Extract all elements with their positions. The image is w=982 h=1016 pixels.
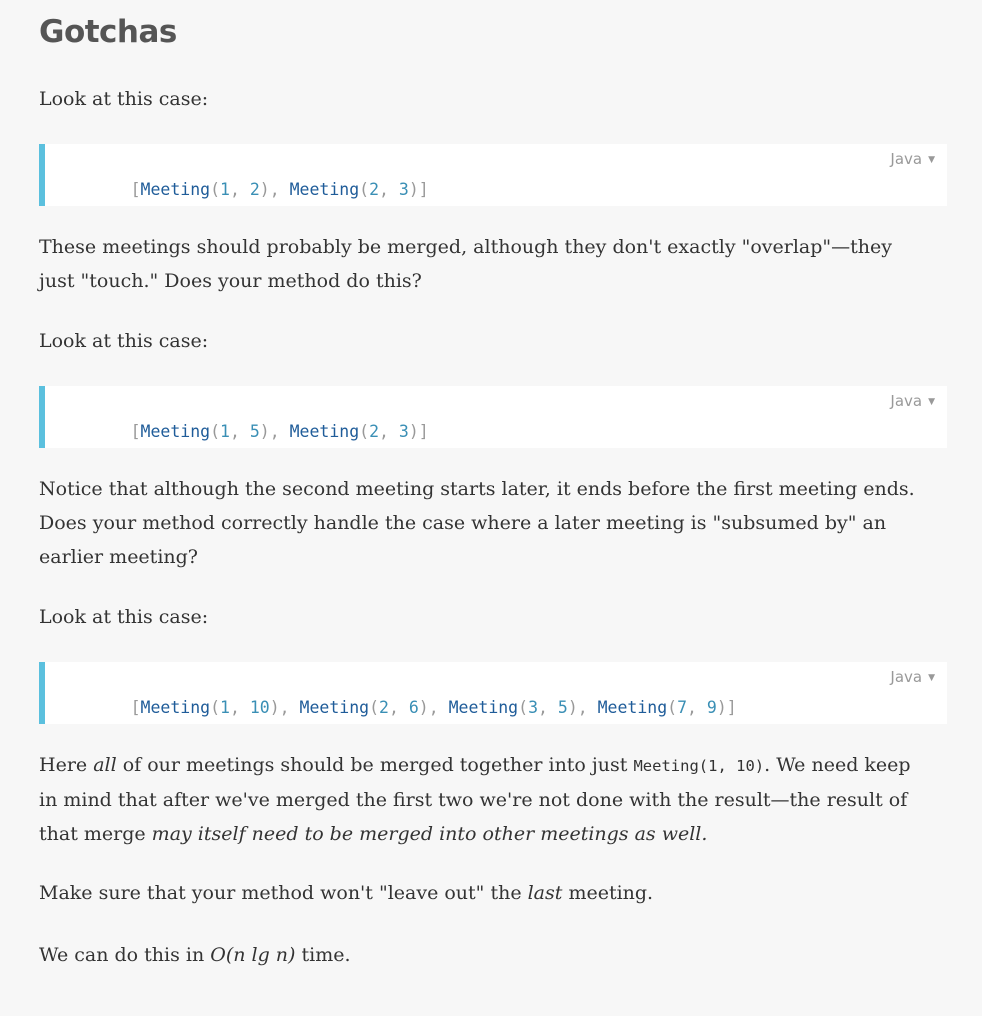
caret-down-icon: ▼ bbox=[928, 397, 935, 407]
paragraph-last-meeting: Make sure that your method won't "leave out" the last meeting. bbox=[39, 882, 654, 904]
section-heading: Gotchas bbox=[39, 14, 177, 50]
paragraph-merge-all: Here all of our meetings should be merged together into just Meeting(1, 10). We need keep in mind that after we've merged the first two we're not done with the result—the result of that merge may itself need to be merged into other meetings as well. bbox=[39, 754, 911, 845]
code-block-2 bbox=[39, 386, 947, 448]
paragraph-look-at-case-1: Look at this case: bbox=[39, 88, 209, 110]
language-select-3[interactable]: Java ▼ bbox=[890, 668, 935, 686]
language-select-1[interactable]: Java ▼ bbox=[890, 150, 935, 168]
caret-down-icon: ▼ bbox=[928, 673, 935, 683]
code-block-3 bbox=[39, 662, 947, 724]
language-select-2[interactable]: Java ▼ bbox=[890, 392, 935, 410]
paragraph-subsumed: Notice that although the second meeting starts later, it ends before the first meeting ends. Does your method correctly handle the case where a later meeting is "subsumed by" an earlier meeting? bbox=[39, 478, 915, 568]
paragraph-look-at-case-2: Look at this case: bbox=[39, 330, 209, 352]
code-text-3: [Meeting(1, 10), Meeting(2, 6), Meeting(3, 5), Meeting(7, 9)] bbox=[130, 698, 737, 717]
paragraph-look-at-case-3: Look at this case: bbox=[39, 606, 209, 628]
code-text-1: [Meeting(1, 2), Meeting(2, 3)] bbox=[130, 180, 429, 199]
paragraph-touch-merge: These meetings should probably be merged, although they don't exactly "overlap"—they just "touch." Does your method do this? bbox=[39, 236, 892, 292]
paragraph-complexity: We can do this in O(n lg n) time. bbox=[39, 944, 351, 966]
inline-code: Meeting(1, 10) bbox=[633, 757, 765, 775]
big-o-notation: O(n lg n) bbox=[210, 944, 296, 966]
caret-down-icon: ▼ bbox=[928, 155, 935, 165]
code-text-2: [Meeting(1, 5), Meeting(2, 3)] bbox=[130, 422, 429, 441]
code-block-1 bbox=[39, 144, 947, 206]
